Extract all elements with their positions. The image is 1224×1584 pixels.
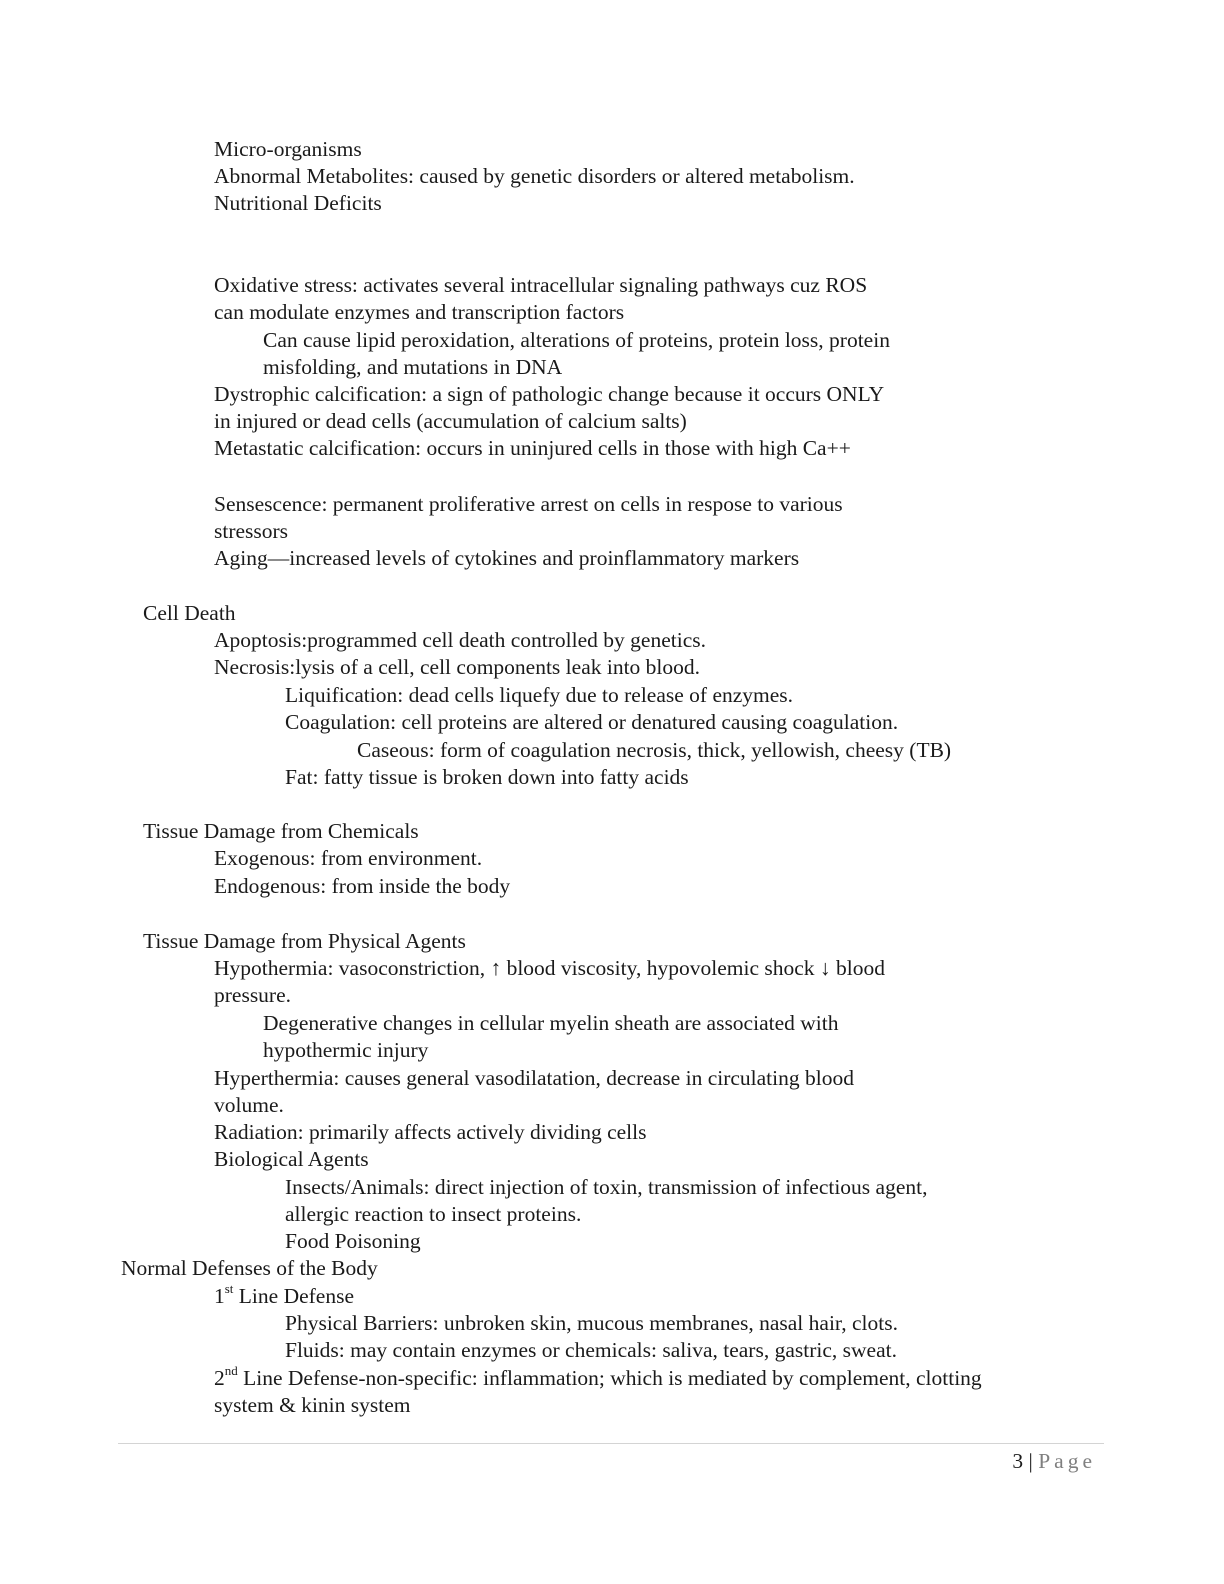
text-line: Hyperthermia: causes general vasodilatation, decrease in circulating blood <box>214 1066 854 1090</box>
text-line: Fat: fatty tissue is broken down into fatty acids <box>285 765 689 789</box>
ordinal-number: 2 <box>214 1366 225 1390</box>
text-line: Radiation: primarily affects actively dividing cells <box>214 1120 647 1144</box>
text-line: Insects/Animals: direct injection of toxin, transmission of infectious agent, <box>285 1175 928 1199</box>
text-line: Micro-organisms <box>214 137 362 161</box>
text-line: Oxidative stress: activates several intracellular signaling pathways cuz ROS <box>214 273 868 297</box>
text-line: Caseous: form of coagulation necrosis, thick, yellowish, cheesy (TB) <box>357 738 952 762</box>
text-line: Nutritional Deficits <box>214 191 382 215</box>
footer-divider <box>118 1443 1104 1444</box>
text-line: Physical Barriers: unbroken skin, mucous membranes, nasal hair, clots. <box>285 1311 898 1335</box>
text-line: Can cause lipid peroxidation, alterations of proteins, protein loss, protein <box>263 328 890 352</box>
text-line: Biological Agents <box>214 1147 369 1171</box>
text-line <box>214 1280 355 1310</box>
text-line: pressure. <box>214 983 292 1007</box>
text-line: allergic reaction to insect proteins. <box>285 1202 582 1226</box>
ordinal-suffix: nd <box>224 1362 238 1378</box>
footer-separator: | <box>1028 1449 1033 1473</box>
text-line: Hypothermia: vasoconstriction, ↑ blood viscosity, hypovolemic shock ↓ blood <box>214 956 885 980</box>
text-line: Liquification: dead cells liquefy due to release of enzymes. <box>285 683 794 707</box>
text-line: Sensescence: permanent proliferative arrest on cells in respose to various <box>214 492 843 516</box>
section-heading: Tissue Damage from Physical Agents <box>143 929 466 953</box>
text-line: system & kinin system <box>214 1393 411 1417</box>
page-label: Page <box>1038 1449 1096 1473</box>
section-heading: Tissue Damage from Chemicals <box>143 819 419 843</box>
text-line: Dystrophic calcification: a sign of pathologic change because it occurs ONLY <box>214 382 885 406</box>
text-line: Degenerative changes in cellular myelin sheath are associated with <box>263 1011 839 1035</box>
text-line: Abnormal Metabolites: caused by genetic disorders or altered metabolism. <box>214 164 855 188</box>
line-text: Line Defense-non-specific: inflammation; which is mediated by complement, clotting <box>237 1366 982 1390</box>
text-line <box>214 1362 982 1392</box>
text-line: misfolding, and mutations in DNA <box>263 355 563 379</box>
text-line: Endogenous: from inside the body <box>214 874 511 898</box>
text-line: Metastatic calcification: occurs in uninjured cells in those with high Ca++ <box>214 436 851 460</box>
ordinal-number: 1 <box>214 1284 225 1308</box>
text-line: Food Poisoning <box>285 1229 421 1253</box>
text-line: Necrosis:lysis of a cell, cell components leak into blood. <box>214 655 701 679</box>
text-line: in injured or dead cells (accumulation of calcium salts) <box>214 409 687 433</box>
page-footer <box>1012 1448 1096 1475</box>
text-line: hypothermic injury <box>263 1038 429 1062</box>
page-number: 3 <box>1012 1449 1024 1473</box>
line-text: Line Defense <box>233 1284 355 1308</box>
text-line: can modulate enzymes and transcription factors <box>214 300 625 324</box>
text-line: stressors <box>214 519 289 543</box>
text-line: Apoptosis:programmed cell death controlled by genetics. <box>214 628 706 652</box>
text-line: Coagulation: cell proteins are altered or denatured causing coagulation. <box>285 710 899 734</box>
text-line: volume. <box>214 1093 284 1117</box>
section-heading: Normal Defenses of the Body <box>121 1256 378 1280</box>
text-line: Fluids: may contain enzymes or chemicals: saliva, tears, gastric, sweat. <box>285 1338 897 1362</box>
section-heading: Cell Death <box>143 601 236 625</box>
ordinal-suffix: st <box>224 1280 234 1296</box>
text-line: Aging—increased levels of cytokines and proinflammatory markers <box>214 546 800 570</box>
text-line: Exogenous: from environment. <box>214 846 483 870</box>
